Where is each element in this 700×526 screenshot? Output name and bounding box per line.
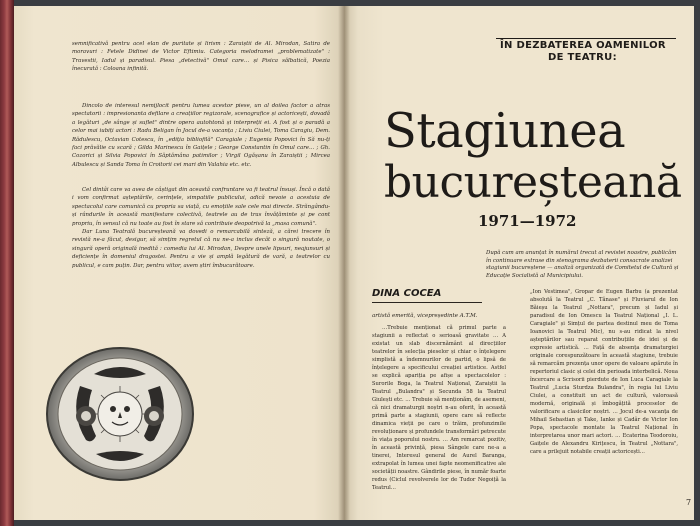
article-title-line-2: bucureșteană <box>384 157 682 208</box>
kicker-line-2: DE TEATRU: <box>548 52 617 63</box>
right-column-2 <box>530 288 678 456</box>
left-paragraph-3 <box>72 186 330 270</box>
book-gutter <box>338 6 350 520</box>
author-rule <box>372 302 482 303</box>
paragraph-text: …Trebuie menționat că primul parte a stagiunii a reflectat o serioasă gravitate … A existat un slab discernământ al direcțiilor teatrelor în selecția pieselor și chiar o înțelegere simplistă a îndemnurilor de partid, o lipsă de înțelegere a specificului creației artistice. Astfel se explică apariția pe afișe a spectacolelor : Surorile Boga, la Teatrul Național, Zaraiștii la Teatrul „Bulandra" și Secunda 58 la Teatrul Giulești etc. … Trebuie să menționăm, de asemeni, că nici dramaturgii noștri n-au oferit, în această primă parte a stagiunii, opere care să reflecte dinamica vieții pe care o trăim, profunzimile revoluționare și profundele transformări petrecute în viața poporului nostru. … Am remarcat pozitiv, în această privință, piesa Sângele care ne-a a tinerei, Interesul general de Aurel Baranga, extrapolat în lumea unei fapte neomenificative ale societății noastre. Gândirile piese, în număr foarte redus (Ciclul revolverele lor de Tudor Negoiță la Teatrul… <box>372 325 506 491</box>
article-intro: După cum am anunțat în numărul trecut al revistei noastre, publicăm în continuare extrase din stenograma dezbaterii consacrate analizei stagiunii bucureștene — analiză organizată de Comitetul de Cultură și Educație Socialistă al Municipiului. <box>486 250 679 279</box>
author-role: artistă emerită, vicepreședinte A.T.M. <box>372 313 478 319</box>
kicker-rule <box>496 38 676 39</box>
decorative-plate-illustration <box>44 346 196 482</box>
left-paragraph-1 <box>72 40 330 74</box>
page-number: 7 <box>686 498 692 507</box>
section-kicker <box>500 40 676 64</box>
right-column-1 <box>372 324 506 492</box>
paragraph-text: Dincolo de interesul nemijlocit pentru lumea acestor piese, un al doilea factor a atras spectatorii : impresionanta defilare a creațiilor regizorale, scenografice și actoricești, dovadă a legături „de sânge și suflet" dintre opera autohtonă și interpreții ei. A fost și o paradă a celor mai iubiți actori : Radu Beligan în Jocul de-a vacanța ; Liviu Ciulei, Toma Caragiu, Dem. Rădulescu, Octavian Cotescu, în „ediția bibliofilă" Caragiale ; Eugenia Popovici în Să nu-ți faci prăvălie cu scară ; Gilda Marinescu în Gaițele ; George Constantin în Omul care… ; Gh. Cozorici și Silvia Popovici în Săptămâna patimilor ; Virgil Ogășanu în Zaraiștii ; Mircea Albulescu și Sanda Toma în Croitorii cei mari din Valahia etc. etc. <box>72 103 330 168</box>
article-years: 1971—1972 <box>478 212 577 230</box>
left-paragraph-2 <box>72 102 330 169</box>
paragraph-text: semnificativă pentru acel elan de puritate și lirism : Zaraiștii de Al. Mirodan, Satira de moravuri : Fetele Didinei de Victor Eftimiu. Categoria melodramei „problematizate" : Travestii, Iadul și paradisul. Piesa „detectivă" Omul care… și Pisica sălbatică, Poezia înecurată : Coloana infinită. <box>72 41 330 73</box>
kicker-line-1: ÎN DEZBATEREA OAMENILOR <box>500 40 666 51</box>
book-spine <box>0 0 14 526</box>
paragraph-text: Dar Luna Teatrală bucureșteană va dovedi o remarcabilă sinteză, a cărei trecere în revistă ne-a făcut, desigur, să simțim regretul că nu ne-a inclus decât o singură noutate, o singură operă originală inedită : comedia lui Al. Mirodan, Despre unele lipsuri, neajunsuri și deficiențe în domeniul dragostei. Pentru a vie și amplă legătură de vară, a teatrelor cu publicul, e cam puțin. Dar, pentru viitor, avem știri îmbucurătoare. <box>72 229 330 269</box>
paragraph-text: Cel dintâi care va avea de câștigat din această confruntare va fi teatrul însuși. Încă o dată i vom confirmat așteptările, cerințele, simpatiile publicului, adică nevoie a acestuia de spectacolul care comunică cu propria sa viață, cu emoțiile sale cele mai directe. Străngându-și rândurile în această manifestare colectivă, teatrele au de tras învățăminte și pe cont propriu, în sensul că nu toate au fost în stare să contribuie deopotrivă la „masa comună". <box>72 187 330 227</box>
author-name: DINA COCEA <box>372 288 442 299</box>
article-title-line-1: Stagiunea <box>384 103 626 159</box>
paragraph-text: „Ion Vestimea", Gropar de Eugen Barbu (a prezentat absolută la Teatrul „C. Tănase" și Fluviarul de Ion Băieșu la Teatrul „Nottara", precum și Iadul și paradisul de Ion Omescu la Teatrul Național „I. L. Caragiale" și Simțul de partea destinul meu de Toma Ioanovici la Teatrul Mic), nu s-au ridicat la nivel așteptărilor sau reparat contribuțiile de idei și de expresie artistică. … Față de absența dramaturgiei originale corespunzătoare în această stagiune, trebuie să remarcăm prezența unor opere de valoare apărute în repertoriul clasic și celei din perioada interbelică. Noua încercare a Scrisorii pierdute de Ion Luca Caragiale la Teatrul „Lucia Sturdza Bulandra", în regia lui Liviu Ciulei, a constituit un act de cultură, valoroasă modernă, originală și îmbogățită proceselor de valorificare a clasicilor noștri. … Jocul de-a vacanța de Mihail Sebastian și Take, Ianke și Cadâr de Victor Ion Popa, spectacole montate la Teatrul Național în interpretarea unor mari actori. … Ecaterina Teodoroiu, Gaițele de Alexandru Kirițescu, în Teatrul „Nottara", care a prilejuit notabile creații actoricești… <box>530 289 678 455</box>
